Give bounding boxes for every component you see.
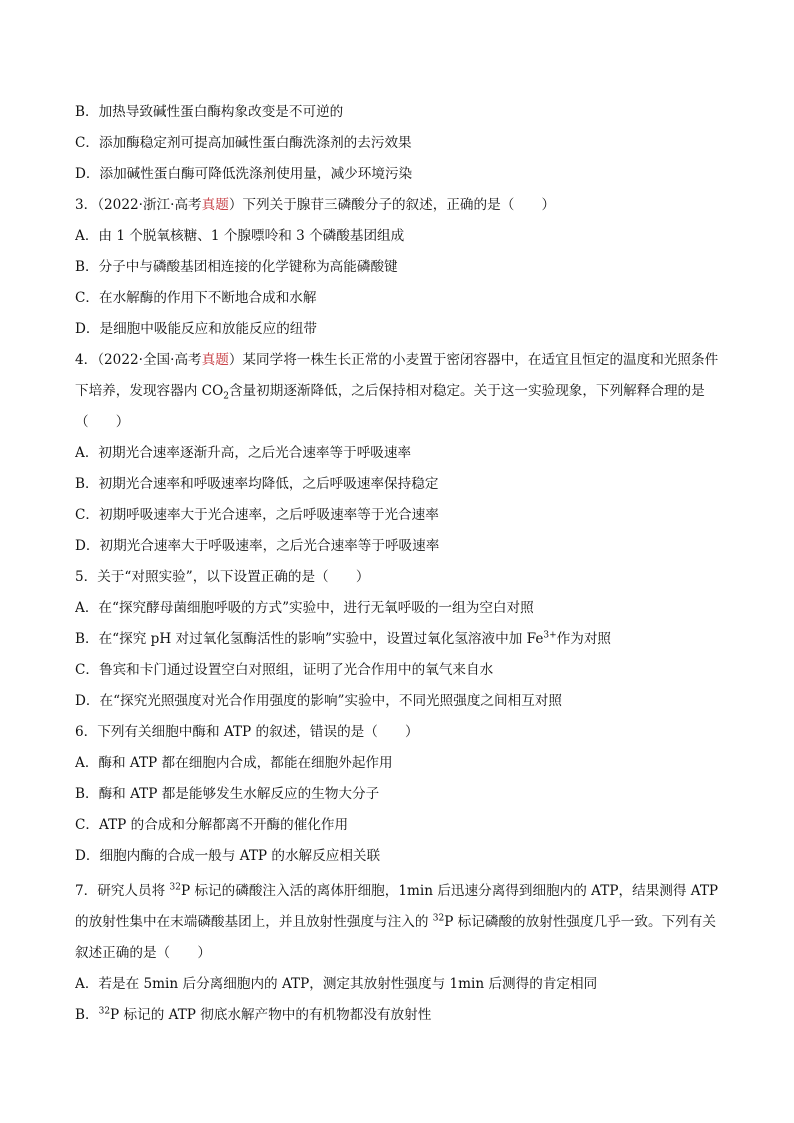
line-text-pre: 的放射性集中在末端磷酸基团上，并且放射性强度与注入的 bbox=[75, 914, 433, 930]
line-text: B．分子中与磷酸基团相连接的化学键称为高能磷酸键 bbox=[75, 259, 398, 275]
q2-option-c bbox=[75, 131, 735, 155]
q5-option-a bbox=[75, 596, 735, 620]
q6-option-b bbox=[75, 782, 735, 806]
line-text-post: ）下列关于腺苷三磷酸分子的叙述，正确的是（ ） bbox=[228, 197, 556, 213]
line-text: C．ATP 的合成和分解都离不开酶的催化作用 bbox=[75, 817, 349, 833]
superscript: 3+ bbox=[543, 630, 557, 641]
line-text-pre: 7．研究人员将 bbox=[75, 883, 170, 899]
question-7-stem bbox=[75, 879, 735, 903]
line-text: A．由 1 个脱氧核糖、1 个腺嘌呤和 3 个磷酸基团组成 bbox=[75, 228, 405, 244]
q5-option-c bbox=[75, 658, 735, 682]
q3-option-a bbox=[75, 224, 735, 248]
line-text: D．细胞内酶的合成一般与 ATP 的水解反应相关联 bbox=[75, 848, 381, 864]
line-text-post: P 标记的 ATP 彻底水解产物中的有机物都没有放射性 bbox=[110, 1007, 432, 1023]
subscript: 2 bbox=[223, 391, 229, 402]
q2-option-b bbox=[75, 100, 735, 124]
q5-option-b bbox=[75, 627, 735, 651]
line-text-pre: B．在“探究 pH 对过氧化氢酶活性的影响”实验中，设置过氧化氢溶液中加 Fe bbox=[75, 631, 544, 647]
superscript: 32 bbox=[98, 1006, 111, 1017]
q2-option-d bbox=[75, 162, 735, 186]
q6-option-d bbox=[75, 844, 735, 868]
q7-option-a bbox=[75, 972, 735, 996]
superscript: 32 bbox=[169, 882, 181, 893]
line-text-pre: 3．（2022·浙江·高考 bbox=[75, 197, 202, 213]
q4-option-c bbox=[75, 503, 735, 527]
line-text: C．初期呼吸速率大于光合速率，之后呼吸速率等于光合速率 bbox=[75, 507, 439, 523]
q6-option-a bbox=[75, 751, 735, 775]
q3-option-d bbox=[75, 317, 735, 341]
line-text: D．是细胞中吸能反应和放能反应的纽带 bbox=[75, 321, 317, 337]
line-text: （ ） bbox=[75, 414, 130, 430]
question-5-stem bbox=[75, 565, 735, 589]
line-text: C．添加酶稳定剂可提高加碱性蛋白酶洗涤剂的去污效果 bbox=[75, 135, 412, 151]
line-text-post: 作为对照 bbox=[556, 631, 612, 647]
line-text: B．酶和 ATP 都是能够发生水解反应的生物大分子 bbox=[75, 786, 380, 802]
line-text: D．在“探究光照强度对光合作用强度的影响”实验中，不同光照强度之间相互对照 bbox=[75, 693, 562, 709]
question-7-stem-cont bbox=[75, 910, 735, 934]
superscript: 32 bbox=[432, 913, 445, 924]
line-text: A．酶和 ATP 都在细胞内合成，都能在细胞外起作用 bbox=[75, 755, 393, 771]
line-text: C．鲁宾和卡门通过设置空白对照组，证明了光合作用中的氧气来自水 bbox=[75, 662, 494, 678]
source-tag: 真题 bbox=[201, 352, 229, 368]
line-text-post: ）某同学将一株生长正常的小麦置于密闭容器中，在适宜且恒定的温度和光照条件 bbox=[228, 352, 719, 368]
q4-option-d bbox=[75, 534, 735, 558]
question-4-stem-cont bbox=[75, 379, 735, 403]
q6-option-c bbox=[75, 813, 735, 837]
question-6-stem bbox=[75, 720, 735, 744]
line-text: 6．下列有关细胞中酶和 ATP 的叙述，错误的是（ ） bbox=[75, 724, 419, 740]
source-tag: 真题 bbox=[201, 197, 229, 213]
q3-option-b bbox=[75, 255, 735, 279]
line-text: 5．关于“对照实验”，以下设置正确的是（ ） bbox=[75, 569, 370, 585]
line-text: A．若是在 5min 后分离细胞内的 ATP，测定其放射性强度与 1min 后测得的肯定相同 bbox=[75, 976, 598, 992]
line-text-pre: 下培养，发现容器内 CO bbox=[75, 383, 224, 399]
line-text-pre: 4．（2022·全国·高考 bbox=[75, 352, 202, 368]
question-4-stem bbox=[75, 348, 735, 372]
line-text: A．初期光合速率逐渐升高，之后光合速率等于呼吸速率 bbox=[75, 445, 412, 461]
line-text: D．初期光合速率大于呼吸速率，之后光合速率等于呼吸速率 bbox=[75, 538, 440, 554]
line-text-pre: B． bbox=[75, 1007, 99, 1023]
line-text: B．初期光合速率和呼吸速率均降低，之后呼吸速率保持稳定 bbox=[75, 476, 439, 492]
question-3-stem bbox=[75, 193, 735, 217]
question-4-answer-bracket bbox=[75, 410, 735, 434]
line-text: D．添加碱性蛋白酶可降低洗涤剂使用量，减少环境污染 bbox=[75, 166, 413, 182]
q5-option-d bbox=[75, 689, 735, 713]
line-text-post: P 标记的磷酸注入活的离体肝细胞，1min 后迅速分离得到细胞内的 ATP，结果测得 ATP bbox=[181, 883, 719, 899]
line-text: B．加热导致碱性蛋白酶构象改变是不可逆的 bbox=[75, 104, 344, 120]
q4-option-a bbox=[75, 441, 735, 465]
line-text: C．在水解酶的作用下不断地合成和水解 bbox=[75, 290, 317, 306]
line-text: A．在“探究酵母菌细胞呼吸的方式”实验中，进行无氧呼吸的一组为空白对照 bbox=[75, 600, 534, 616]
question-7-stem-end bbox=[75, 941, 735, 965]
q4-option-b bbox=[75, 472, 735, 496]
q3-option-c bbox=[75, 286, 735, 310]
line-text: 叙述正确的是（ ） bbox=[75, 945, 211, 961]
line-text-post: 含量初期逐渐降低，之后保持相对稳定。关于这一实验现象，下列解释合理的是 bbox=[228, 383, 705, 399]
line-text-post: P 标记磷酸的放射性强度几乎一致。下列有关 bbox=[444, 914, 716, 930]
q7-option-b bbox=[75, 1003, 735, 1027]
